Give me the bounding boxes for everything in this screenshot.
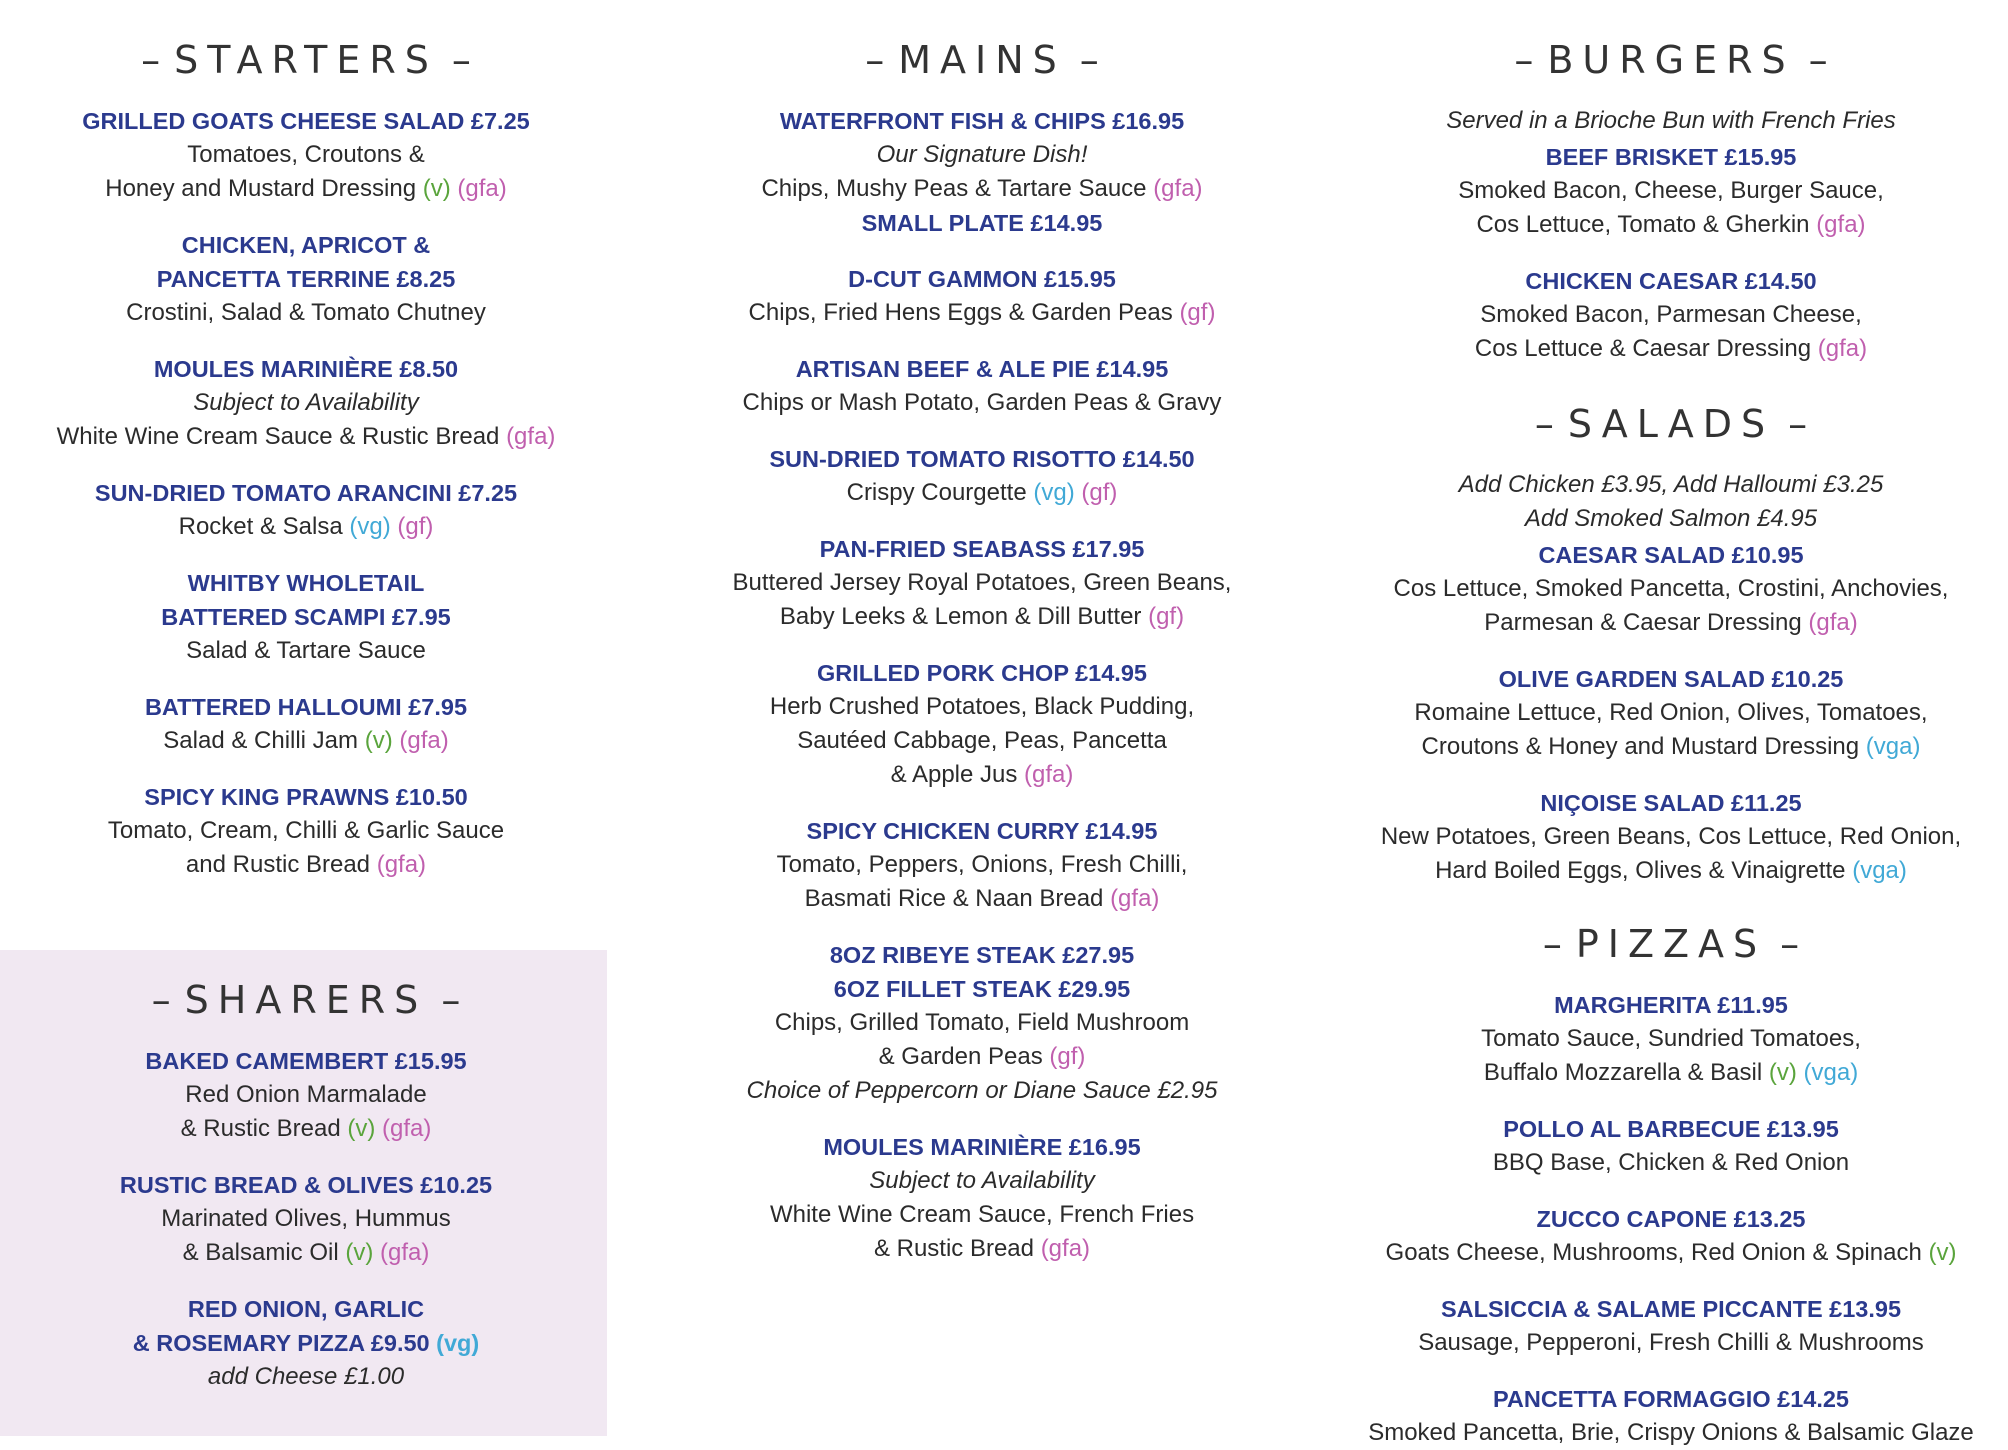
dietary-tag-vga: (vga) [1803,1059,1859,1086]
menu-item-description [1334,1022,2008,1056]
menu-item-name [662,442,1302,476]
line-text: WATERFRONT FISH & CHIPS £16.95 [779,108,1185,134]
menu-item-description [662,1006,1302,1040]
line-text: & Garden Peas [878,1043,1043,1070]
line-text: Salad & Tartare Sauce [186,637,426,664]
line-text: Hard Boiled Eggs, Olives & Vinaigrette [1435,857,1846,884]
dietary-tag-gfa: (gfa) [1040,1235,1091,1262]
menu-item-description [662,848,1302,882]
line-text: BEEF BRISKET £15.95 [1545,144,1797,170]
menu-item-name [0,566,612,600]
menu-item-description [1334,298,2008,332]
line-text: Subject to Availability [869,1167,1095,1194]
line-text: Tomatoes, Croutons & [187,141,425,168]
dietary-tag-v: (v) [1928,1239,1957,1266]
line-text: Salad & Chilli Jam [163,727,359,754]
menu-item-name [662,262,1302,296]
menu-item-name [0,1168,612,1202]
line-text: Goats Cheese, Mushrooms, Red Onion & Spinach [1385,1239,1922,1266]
menu-item-description [662,724,1302,758]
dietary-tag-vg: (vg) [1033,479,1075,506]
line-text: SUN-DRIED TOMATO RISOTTO £14.50 [769,446,1195,472]
menu-item-description [0,1202,612,1236]
line-text: Sautéed Cabbage, Peas, Pancetta [797,727,1167,754]
menu-item-name [0,228,612,262]
line-text: Baby Leeks & Lemon & Dill Butter [779,603,1142,630]
menu-item-name [0,352,612,386]
menu-item-description [0,138,612,172]
menu-item-description [662,690,1302,724]
line-text: OLIVE GARDEN SALAD £10.25 [1498,666,1844,692]
line-text: Tomato, Cream, Chilli & Garlic Sauce [107,817,505,844]
menu-item-name [1334,988,2008,1022]
menu-item-name [662,206,1302,240]
menu-item-name [662,104,1302,138]
menu-item-description [0,1112,612,1146]
dietary-tag-vg: (vg) [436,1330,480,1356]
menu-item-note [662,138,1302,172]
menu-item-description [0,420,612,454]
menu-item-description [662,296,1302,330]
line-text: Sausage, Pepperoni, Fresh Chilli & Mushrooms [1418,1329,1924,1356]
line-text: GRILLED GOATS CHEESE SALAD £7.25 [82,108,530,134]
menu-item-description [662,882,1302,916]
line-text: Smoked Pancetta, Brie, Crispy Onions & Balsamic Glaze [1368,1419,1974,1446]
line-text: & Rustic Bread [873,1235,1035,1262]
line-text: MOULES MARINIÈRE £8.50 [153,356,459,382]
line-text: Chips, Fried Hens Eggs & Garden Peas [748,299,1173,326]
line-text: POLLO AL BARBECUE £13.95 [1503,1116,1839,1142]
line-text: & Rustic Bread [180,1115,341,1142]
salads-subtitle: Add Chicken £3.95, Add Halloumi £3.25 [1458,471,1884,498]
line-text: Chips, Grilled Tomato, Field Mushroom [774,1009,1190,1036]
dietary-tag-gfa: (gfa) [1110,885,1160,912]
line-text: SMALL PLATE £14.95 [861,210,1103,236]
dietary-tag-gfa: (gfa) [1817,335,1868,362]
menu-item-description [0,510,612,544]
dietary-tag-gfa: (gfa) [399,727,449,754]
menu-item-description [1334,1236,2008,1270]
menu-item-description [0,848,612,882]
menu-item-name [1334,140,2008,174]
menu-item-name [1334,1292,2008,1326]
line-text: Smoked Bacon, Cheese, Burger Sauce, [1458,177,1884,204]
line-text: SALSICCIA & SALAME PICCANTE £13.95 [1440,1296,1902,1322]
menu-item-description [1334,208,2008,242]
line-text: ARTISAN BEEF & ALE PIE £14.95 [795,356,1169,382]
menu-item-description [662,1040,1302,1074]
line-text: BBQ Base, Chicken & Red Onion [1492,1149,1850,1176]
menu-item-name [1334,1202,2008,1236]
dietary-tag-gf: (gf) [1179,299,1216,326]
line-text: Basmati Rice & Naan Bread [804,885,1104,912]
menu-item-name [1334,662,2008,696]
line-text: Subject to Availability [193,389,419,416]
line-text: MOULES MARINIÈRE £16.95 [823,1134,1141,1160]
line-text: Parmesan & Caesar Dressing [1484,609,1802,636]
line-text: D-CUT GAMMON £15.95 [848,266,1116,292]
menu-item-description [1334,1326,2008,1360]
menu-item-name [0,1044,612,1078]
line-text: PANCETTA FORMAGGIO £14.25 [1492,1386,1850,1412]
dietary-tag-gfa: (gfa) [382,1115,432,1142]
line-text: Buffalo Mozzarella & Basil [1483,1059,1763,1086]
menu-item-description [1334,1056,2008,1090]
line-text: SUN-DRIED TOMATO ARANCINI £7.25 [94,480,518,506]
menu-item-description [0,1078,612,1112]
line-text: Cos Lettuce & Caesar Dressing [1474,335,1812,362]
menu-item-name [1334,264,2008,298]
menu-item-description [0,296,612,330]
line-text: Marinated Olives, Hummus [161,1205,451,1232]
line-text: Buttered Jersey Royal Potatoes, Green Beans, [732,569,1232,596]
menu-item-description [1334,174,2008,208]
menu-item-name [662,1130,1302,1164]
menu-item-name [662,972,1302,1006]
dietary-tag-gfa: (gfa) [1153,175,1203,202]
line-text: & Balsamic Oil [182,1239,339,1266]
menu-item-name [1334,538,2008,572]
dietary-tag-gf: (gf) [1148,603,1185,630]
line-text: & ROSEMARY PIZZA £9.50 [132,1330,430,1356]
dietary-tag-v: (v) [422,175,451,202]
salads-subtitle: Add Smoked Salmon £4.95 [1524,505,1818,532]
starters-section-title: – STARTERS – [141,38,471,82]
line-text: 8OZ RIBEYE STEAK £27.95 [829,942,1135,968]
line-text: GRILLED PORK CHOP £14.95 [817,660,1147,686]
dietary-tag-gf: (gf) [1081,479,1118,506]
dietary-tag-v: (v) [347,1115,376,1142]
menu-item-description [1334,572,2008,606]
dietary-tag-gfa: (gfa) [1024,761,1074,788]
menu-item-name [1334,786,2008,820]
dietary-tag-gfa: (gfa) [457,175,507,202]
menu-item-note [0,386,612,420]
menu-item-description [1334,696,2008,730]
line-text: Chips, Mushy Peas & Tartare Sauce [761,175,1147,202]
line-text: Tomato Sauce, Sundried Tomatoes, [1481,1025,1861,1052]
menu-item-name [0,600,612,634]
line-text: Herb Crushed Potatoes, Black Pudding, [769,693,1195,720]
line-text: Honey and Mustard Dressing [105,175,417,202]
dietary-tag-gfa: (gfa) [1816,211,1866,238]
menu-item-description [662,600,1302,634]
menu-item-description [662,386,1302,420]
dietary-tag-gfa: (gfa) [1808,609,1858,636]
menu-item-name [662,656,1302,690]
burgers-subtitle: Served in a Brioche Bun with French Fries [1446,107,1896,134]
dietary-tag-vga: (vga) [1865,733,1921,760]
dietary-tag-v: (v) [345,1239,374,1266]
line-text: Rocket & Salsa [178,513,343,540]
menu-item-name [0,1292,612,1326]
menu-item-name [662,532,1302,566]
menu-item-name [1334,1382,2008,1416]
line-text: Crispy Courgette [846,479,1027,506]
dietary-tag-gf: (gf) [397,513,434,540]
line-text: 6OZ FILLET STEAK £29.95 [833,976,1131,1002]
menu-item-description [0,172,612,206]
line-text: BAKED CAMEMBERT £15.95 [145,1048,467,1074]
line-text: Smoked Bacon, Parmesan Cheese, [1480,301,1862,328]
menu-item-name [0,780,612,814]
line-text: Red Onion Marmalade [185,1081,427,1108]
menu-item-name [662,814,1302,848]
line-text: BATTERED SCAMPI £7.95 [161,604,451,630]
line-text: RED ONION, GARLIC [187,1296,425,1322]
line-text: BATTERED HALLOUMI £7.95 [144,694,468,720]
line-text: & Apple Jus [890,761,1018,788]
menu-item-description [1334,1416,2008,1450]
line-text: CHICKEN, APRICOT & [181,232,431,258]
line-text: add Cheese £1.00 [207,1363,405,1390]
line-text: Crostini, Salad & Tomato Chutney [126,299,486,326]
line-text: ZUCCO CAPONE £13.25 [1536,1206,1806,1232]
menu-item-name [662,938,1302,972]
menu-item-description [0,1236,612,1270]
menu-item-description [1334,730,2008,764]
line-text: and Rustic Bread [185,851,371,878]
menu-item-description [1334,332,2008,366]
line-text: Croutons & Honey and Mustard Dressing [1421,733,1860,760]
menu-item-name [0,262,612,296]
menu-item-description [662,1198,1302,1232]
menu-item-name [0,1326,612,1360]
menu-item-description [1334,606,2008,640]
dietary-tag-v: (v) [364,727,393,754]
burgers-section-title: – BURGERS – [1514,38,1828,82]
line-text: Our Signature Dish! [876,141,1088,168]
dietary-tag-gfa: (gfa) [506,423,556,450]
menu-item-name [662,352,1302,386]
menu-item-name [1334,1112,2008,1146]
menu-item-description [662,1232,1302,1266]
line-text: SPICY KING PRAWNS £10.50 [144,784,468,810]
line-text: Cos Lettuce, Tomato & Gherkin [1476,211,1810,238]
dietary-tag-gf: (gf) [1049,1043,1086,1070]
line-text: Choice of Peppercorn or Diane Sauce £2.95 [746,1077,1218,1104]
line-text: Cos Lettuce, Smoked Pancetta, Crostini, Anchovies, [1393,575,1949,602]
line-text: RUSTIC BREAD & OLIVES £10.25 [119,1172,493,1198]
dietary-tag-v: (v) [1768,1059,1797,1086]
menu-item-description [1334,854,2008,888]
menu-item-name [0,104,612,138]
dietary-tag-vga: (vga) [1852,857,1907,884]
menu-item-name [0,690,612,724]
menu-item-description [0,814,612,848]
line-text: New Potatoes, Green Beans, Cos Lettuce, Red Onion, [1380,823,1962,850]
dietary-tag-gfa: (gfa) [376,851,427,878]
line-text: CAESAR SALAD £10.95 [1538,542,1804,568]
menu-item-description [0,634,612,668]
menu-item-note [662,1164,1302,1198]
menu-item-description [662,476,1302,510]
line-text: PAN-FRIED SEABASS £17.95 [819,536,1145,562]
line-text: WHITBY WHOLETAIL [187,570,425,596]
line-text: Romaine Lettuce, Red Onion, Olives, Tomatoes, [1414,699,1928,726]
line-text: NIÇOISE SALAD £11.25 [1540,790,1802,816]
sharers-section-title: – SHARERS – [151,978,461,1022]
menu-item-note [662,1074,1302,1108]
mains-section-title: – MAINS – [865,38,1099,82]
menu-item-description [1334,1146,2008,1180]
line-text: Chips or Mash Potato, Garden Peas & Gravy [742,389,1222,416]
menu-item-description [662,758,1302,792]
menu-item-name [0,476,612,510]
menu-item-description [1334,820,2008,854]
line-text: PANCETTA TERRINE £8.25 [156,266,456,292]
line-text: MARGHERITA £11.95 [1554,992,1788,1018]
menu-item-description [0,724,612,758]
line-text: Tomato, Peppers, Onions, Fresh Chilli, [776,851,1188,878]
line-text: White Wine Cream Sauce & Rustic Bread [56,423,500,450]
line-text: CHICKEN CAESAR £14.50 [1525,268,1817,294]
salads-section-title: – SALADS – [1534,402,1808,446]
line-text: White Wine Cream Sauce, French Fries [769,1201,1195,1228]
dietary-tag-gfa: (gfa) [380,1239,430,1266]
menu-item-description [662,172,1302,206]
line-text: SPICY CHICKEN CURRY £14.95 [806,818,1158,844]
dietary-tag-vg: (vg) [349,513,391,540]
menu-item-description [662,566,1302,600]
menu-item-note [0,1360,612,1394]
pizzas-section-title: – PIZZAS – [1542,922,1800,966]
